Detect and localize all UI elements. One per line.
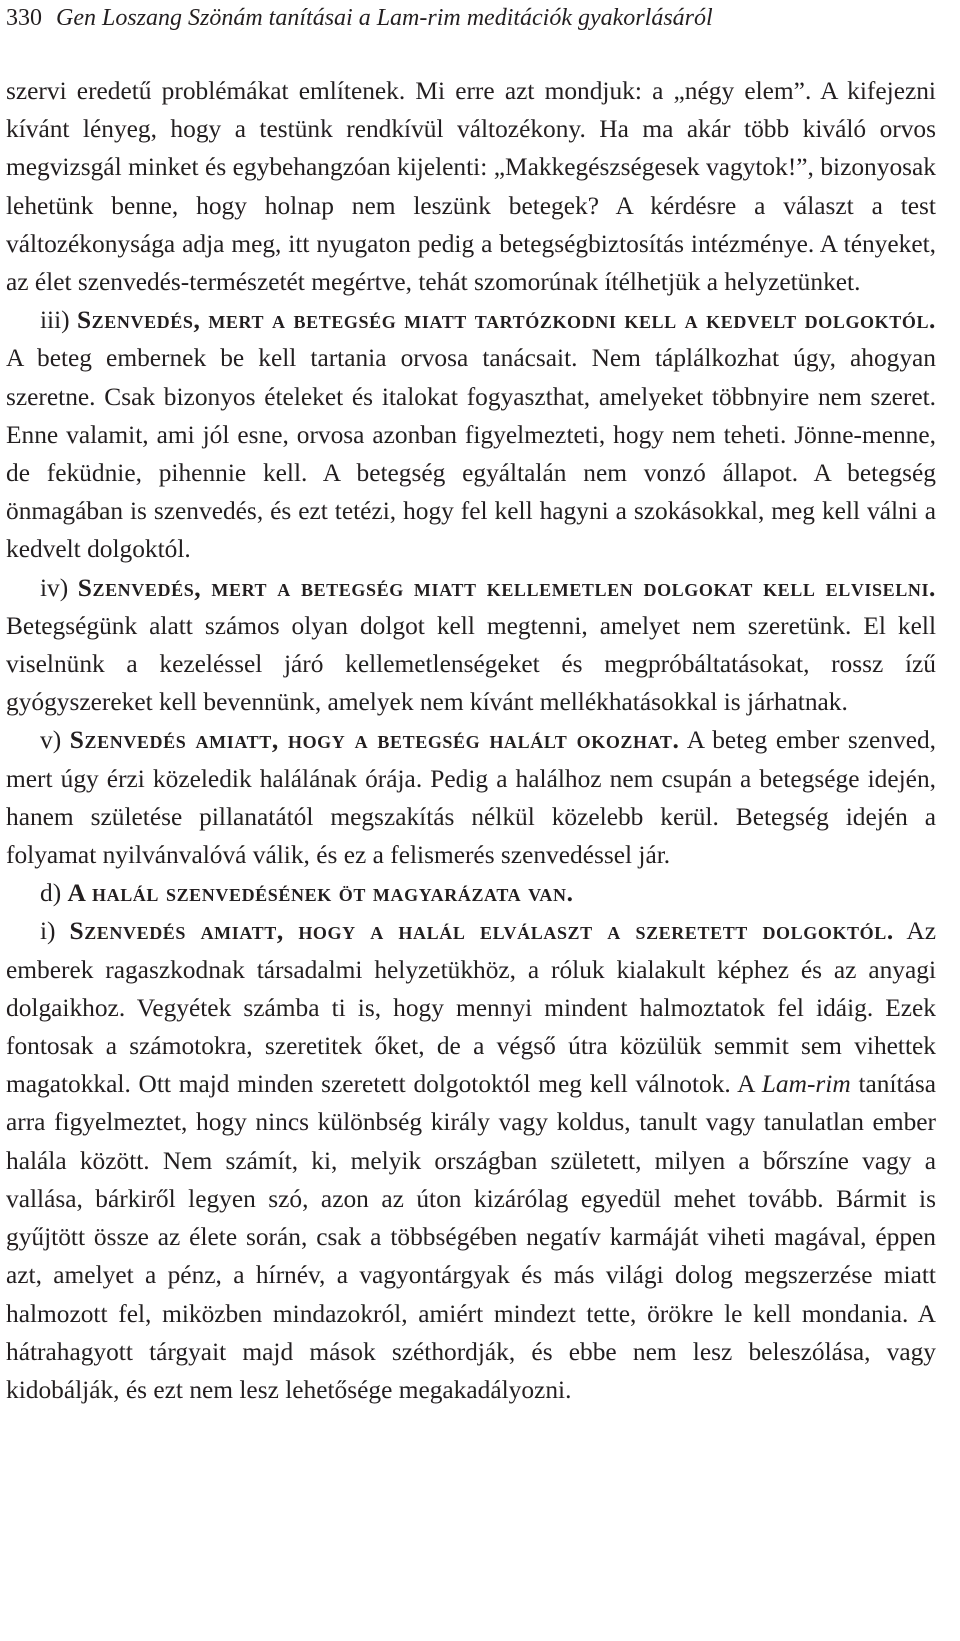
item-label: iv) [40,573,69,602]
item-label: v) [40,726,62,755]
body-text [6,72,936,1409]
section-heading: Szenvedés, mert a betegség miatt tartózkodni kell a kedvelt dolgoktól. [76,306,937,335]
section-heading: Szenvedés amiatt, hogy a halál elválaszt a szeretett dolgoktól. [69,917,894,946]
page-number: 330 [6,5,42,31]
section-heading: Szenvedés amiatt, hogy a betegség halált okozhat. [69,726,680,755]
item-label: d) [40,879,62,908]
paragraph-text: tanítása arra figyelmeztet, hogy nincs különbség király vagy koldus, tanult vagy tanulatlan ember halála között. Nem számít, ki, melyik országban született, milyen a bőrszíne vagy a vallása, bárkiről legyen szó, azon az úton kizárólag egyedül mehet tovább. Bármit is gyűjtött össze az élete során, csak a többségében negatív karmáját viheti magával, éppen azt, amelyet a pénz, a hírnév, a vagyontárgyak és más világi dolog megszerzése miatt halmozott fel, miközben mindazokról, amiért mindezt tette, örökre le kell mondania. A hátrahagyott tárgyait majd mások széthordják, és ebbe nem lesz beleszólása, vagy kidobálják, és ezt nem lesz lehetősége megakadályozni. [6,1070,936,1404]
running-header [6,2,713,34]
section-heading: A halál szenvedésének öt magyarázata van. [67,879,574,908]
paragraph [6,569,936,722]
paragraph-text: Betegségünk alatt számos olyan dolgot kell megtenni, amelyet nem szeretünk. El kell viselnünk a kezeléssel járó kellemetlenségeket és megpróbáltatásokat, rossz ízű gyógyszereket kell bevennünk, amelyek nem kívánt mellékhatásokkal is járhatnak. [6,611,936,717]
paragraph [6,721,936,874]
paragraph-text: A beteg ember szenved, mert úgy érzi közeledik halálának órája. Pedig a halálhoz nem csupán a betegsége idején, hanem születése pillanatától megszakítás nélkül közelebb kerül. Betegség idején a folyamat nyilvánvalóvá válik, és ez a felismerés szenvedéssel jár. [6,726,937,870]
paragraph [6,874,936,912]
book-title-italic: Lam-rim [761,1070,851,1099]
running-title: Gen Loszang Szönám tanításai a Lam-rim meditációk gyakorlásáról [56,5,713,31]
item-label: iii) [40,306,70,335]
paragraph: szervi eredetű problémákat említenek. Mi erre azt mondjuk: a „négy elem”. A kifejezni kívánt lényeg, hogy a testünk rendkívül változékony. Ha ma akár több kiváló orvos megvizsgál minket és egybehangzóan kijelenti: „Makkegészségesek vagytok!”, bizonyosak lehetünk benne, hogy holnap nem leszünk betegek? A kérdésre a választ a test változékonysága adja meg, itt nyugaton pedig a betegségbiztosítás intézménye. A tényeket, az élet szenvedés-természetét megértve, tehát szomorúnak ítélhetjük a helyzetünket. [6,77,936,297]
item-label: i) [40,917,56,946]
paragraph-text: Az emberek ragaszkodnak társadalmi helyzetükhöz, a róluk kialakult képhez és az anyagi dolgaikhoz. Vegyétek számba ti is, hogy mennyi mindent halmoztatok fel idáig. Ezek fontosak a számotokra, szeretitek őket, de a végső útra közülük semmit sem vihettek magatokkal. Ott majd minden szeretett dolgotoktól meg kell válnotok. A [6,917,936,1099]
paragraph [6,912,936,1409]
paragraph [6,301,936,568]
paragraph-text: A beteg embernek be kell tartania orvosa tanácsait. Nem táplálkozhat úgy, ahogyan szeretne. Csak bizonyos ételeket és italokat fogyaszthat, amelyeket többnyire nem szeret. Enne valamit, ami jól esne, orvosa azonban figyelmezteti, hogy nem teheti. Jönne-menne, de feküdnie, pihennie kell. A betegség egyáltalán nem vonzó állapot. A betegség önmagában is szenvedés, és ezt tetézi, hogy fel kell hagyni a szokásokkal, meg kell válni a kedvelt dolgoktól. [6,344,936,564]
section-heading: Szenvedés, mert a betegség miatt kellemetlen dolgokat kell elviselni. [77,573,936,602]
